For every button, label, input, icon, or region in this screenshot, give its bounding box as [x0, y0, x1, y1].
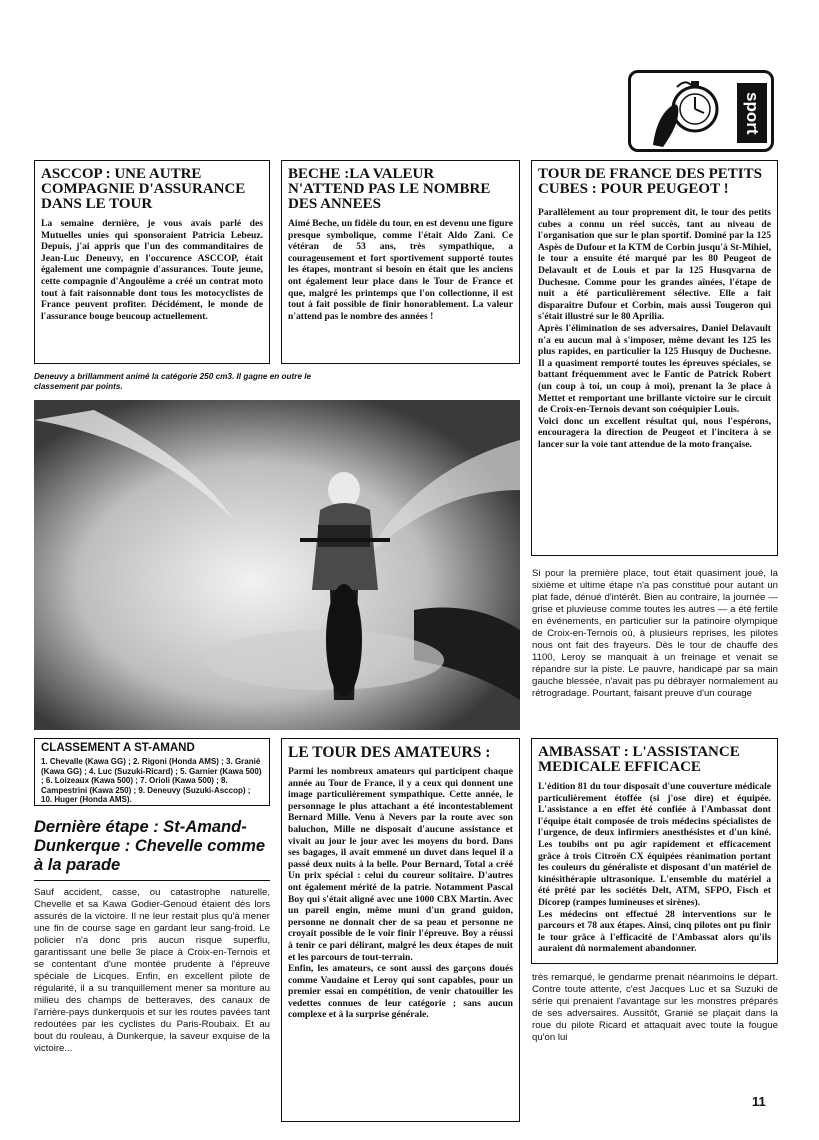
classement-body: 1. Chevalle (Kawa GG) ; 2. Rigoni (Honda AMS) ; 3. Granié (Kawa GG) ; 4. Luc (Suzuki-Ricard) ; 5. Garnier (Kawa 500) ; 6. Loizeaux (Kawa 500) ; 7. Orioli (Kawa 500) ; 8. Campestrini (Kawa 250) ; 9. Deneuvy (Suzuki-Asccop) ; 10. Huger (Honda AMS). — [41, 757, 262, 805]
amateurs-title: LE TOUR DES AMATEURS : — [288, 744, 491, 761]
ambassat-box — [531, 738, 778, 964]
ambassat-body: L'édition 81 du tour disposait d'une couverture médicale particulièrement étoffée (si j'ose dire) et équipée. L'assistance a en effet été confiée à l'Ambassat dont l'équipe était composée de trois médecins spécialistes de l'urgence, de deux infirmiers anesthésistes et d'un kiné. Les toubibs ont pu agir rapidement et efficacement grâce à trois Citroën CX équipées réanimation portant les couleurs du généraliste et disposant d'un matériel de kinésithérapie ultrasonique. L'ensemble du matériel a été prêté par les sociétés Delt, ATM, SFPO, Fisch et Dicorep (rampes lumineuses et sirènes). Les médecins ont effectué 28 interventions sur le parcours et 78 aux étapes. Ainsi, cinq pilotes ont pu finir le tour grâce à l'efficacité de l'Ambassat alors qu'ils auraient dû normalement abandonner. — [538, 781, 771, 955]
derniere-etape-body: Sauf accident, casse, ou catastrophe naturelle, Chevelle et sa Kawa Godier-Genoud étaient dès lors assurés de la victoire. Il ne leur restait plus qu'à mener une fin de course sage en gardant leur sang-froid. Le policier n'a donc pris aucun risque superflu, garantissant une belle 3e place à Croix-en-Ternois et se contentant d'une montée prudente à l'épreuve spéciale de Licques. Enfin, en excellent pilote de régularité, il a su tranquillement mener sa monture au milieu des champs de betteraves, des canaux de l'arrière-pays dunkerquois et sur les routes pavées tant redoutées par les cyclistes du Paris-Roubaix. Et au bout du rouleau, à Dunkerque, la saveur exquise de la victoire... — [34, 887, 270, 1054]
beche-title: BECHE :LA VALEUR N'ATTEND PAS LE NOMBRE DES ANNEES — [288, 166, 491, 212]
asccop-title: ASCCOP : UNE AUTRE COMPAGNIE D'ASSURANCE DANS LE TOUR — [41, 166, 246, 212]
petits-cubes-box — [531, 160, 778, 556]
amateurs-body: Parmi les nombreux amateurs qui participent chaque année au Tour de France, il y a ceux qui donnent une image particulièrement sympathique. Cette année, le personnage le plus attachant a été incontestablement Bernard Mille. Venu à Nevers par la route avec son baluchon, Mille ne disposait d'aucune assistance et vivait au jour le jour avec les moyens du bord. Dans ses bagages, il avait emmené un duvet dans lequel il a passé deux nuits à la belle. Pour Bernard, Total a créé Un prix spécial : celui du coureur solitaire. D'autres ont également mérité de la patrie. Notamment Pascal Boy qui s'était aligné avec une 1000 CBX Martin. Avec un pareil engin, même muni d'un grand guidon, personne ne donnait cher de sa peau et personne ne croyait possible de le voir finir l'épreuve. Boy a réussi à tenir ce pari délirant, malgré les deux étapes de nuit et les parcours de tout-terrain. Enfin, les amateurs, ce sont aussi des garçons doués comme Vaudaine et Leroy qui sont capables, pour un premier essai en compétition, de venir chatouiller les vedettes connues de leur catégorie ; sans aucun complexe et à la surprise générale. — [288, 766, 513, 1021]
bottom-right-text: très remarqué, le gendarme prenait néanmoins le départ. Contre toute attente, c'est Jacques Luc et sa Suzuki de série qui prenaient l'avantage sur les monstres préparés de ses adversaires. Aussitôt, Granié se plaçait dans la roue du pilote Ricard et attaquait avec toute la fougue qu'on lui — [532, 972, 778, 1043]
photo-caption: Deneuvy a brillamment animé la catégorie 250 cm3. Il gagne en outre le classement par points. — [34, 372, 312, 391]
beche-box — [281, 160, 520, 364]
petits-cubes-body: Parallèlement au tour proprement dit, le tour des petits cubes a connu un réel succès, tant au niveau de l'organisation que sur le plan sportif. Dominé par la 125 Aspès de Dufour et la KTM de Corbin jusqu'à St-Mihiel, le tour a ensuite été marqué par les 80 Peugeot de Delavault et de Louis et par la 125 Husqvarna de Duchesne. Comme pour les grandes aînées, l'étape de nuit a été particulièrement sélective. Elle a fait disparaître Dufour et Corbin, mais aussi Tougeron qui s'était illustré sur le 80 Aprilia. Après l'élimination de ses adversaires, Daniel Delavault n'a eu aucun mal à s'imposer, même devant les 125 les plus rapides, en particulier la 125 Husquy de Duchesne. Il a quasiment remporté toutes les épreuves spéciales, se battant fréquemment avec le Fantic de Patrick Robert (un coup à toi, un coup à moi), prenant la 3e place à Mettet et remportant une brillante victoire sur le circuit de Croix-en-Ternois devant son coéquipier Louis. Voici donc un excellent résultat qui, nous l'espérons, encouragera la direction de Peugeot et l'incitera à se lancer sur la voie tant attendue de la moto française. — [538, 207, 771, 450]
page-number: 11 — [752, 1094, 766, 1109]
headline-rule — [34, 880, 270, 881]
classement-title: CLASSEMENT A ST-AMAND — [41, 742, 195, 754]
classement-box — [34, 738, 270, 806]
asccop-body: La semaine dernière, je vous avais parlé des Mutuelles unies qui sponsoraient Patricia Lebeuz. Depuis, j'ai appris que l'un des commanditaires de Jean-Luc Deneuvy, en l'occurence ASCCOP, était également une compagnie d'assurances. Toute jeune, cette compagnie d'Angoulême a créé un contrat moto tout à fait raisonnable dont tous les motocyclistes de France peuvent profiter. Décidément, le monde de l'assurance bouge beucoup actuellement. — [41, 218, 263, 322]
derniere-etape-headline: Dernière étape : St-Amand-Dunkerque : Chevelle comme à la parade — [34, 818, 266, 874]
derniere-etape-article — [34, 818, 270, 1055]
stopwatch-hand-icon — [633, 75, 743, 151]
petits-cubes-title: TOUR DE FRANCE DES PETITS CUBES : POUR PEUGEOT ! — [538, 166, 762, 197]
ambassat-title: AMBASSAT : L'ASSISTANCE MEDICALE EFFICACE — [538, 744, 740, 775]
race-photo — [34, 400, 520, 730]
amateurs-box — [281, 738, 520, 1122]
motorcycle-splash-image — [34, 400, 520, 730]
sport-logo-text: sport — [737, 83, 767, 143]
sport-logo — [628, 70, 774, 152]
beche-body: Aimé Beche, un fidèle du tour, en est devenu une figure presque symbolique, comme l'était Aldo Zani. Ce vétéran de 53 ans, très sympathique, a courageusement et fort sportivement supporté toutes les étapes, montrant si besoin en était que les anciens ont également leur place dans le Tour de France et que, malgré les printemps que l'on collectionne, il est tout à fait possible de finir honorablement. La valeur n'attend pas le nombre des années ! — [288, 218, 513, 322]
right-column-text: Si pour la première place, tout était quasiment joué, la sixième et ultime étape n'a pas constitué pour autant un plat fade, dénué d'intérêt. Bien au contraire, la journée — grise et pluvieuse comme toutes les autres — a été fertile en événements, en particulier sur la patinoire olympique de Croix-en-Ternois où, à plusieurs reprises, les pilotes nous ont fait des frayeurs. Dès le tour de chauffe des 1100, Leroy se manquait à un freinage et venait se répandre sur la piste. Le pauvre, handicapé par sa main gauche blessée, n'avait pas pu débrayer normalement au rétrogradage. Pourtant, faisant preuve d'un courage — [532, 568, 778, 699]
asccop-box — [34, 160, 270, 364]
